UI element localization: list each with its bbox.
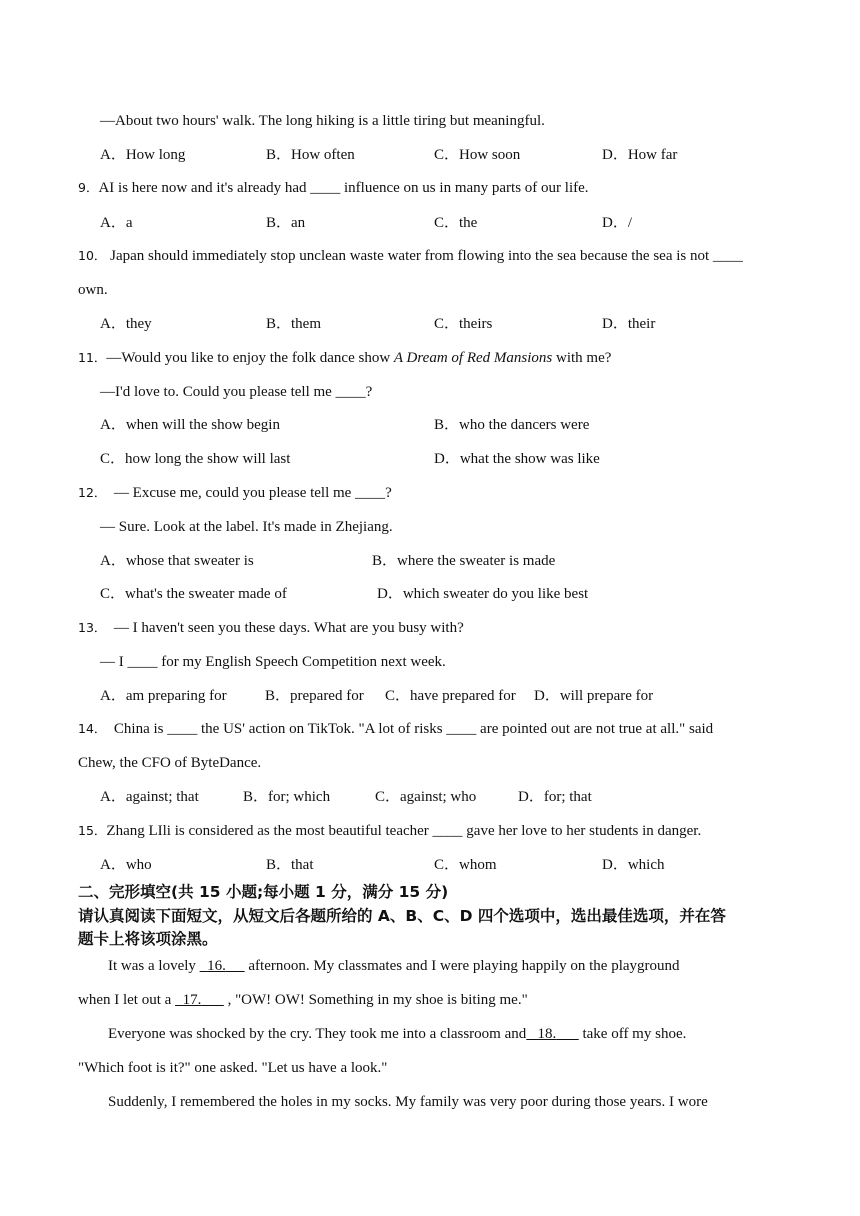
q13-stem: — I haven't seen you these days. What are you busy with?	[113, 620, 464, 636]
q15-stem-line	[78, 821, 701, 841]
q10-option-d: D．their	[602, 316, 656, 332]
passage-text: , "OW! OW! Something in my shoe is biting me."	[223, 992, 528, 1008]
q14-option-d: D．for; that	[518, 789, 592, 805]
q8-option-b: B．How often	[266, 147, 355, 163]
q15-number: 15．	[78, 823, 107, 838]
blank-17-number: 17.	[182, 992, 202, 1008]
q15-option-a: A．who	[100, 857, 152, 873]
q14-stem-continued: Chew, the CFO of ByteDance.	[78, 755, 262, 771]
q8-option-a: A．How long	[100, 147, 186, 163]
q11-stem-pre: —Would you like to enjoy the folk dance show	[106, 350, 394, 366]
q14-stem: China is ____ the US' action on TikTok. "A lot of risks ____ are pointed out are not true at all." said	[113, 721, 714, 737]
section2-instruction-1: 请认真阅读下面短文，从短文后各题所给的 A、B、C、D 四个选项中，选出最佳选项，并在答	[78, 907, 726, 925]
q9-option-a: A．a	[100, 215, 133, 231]
blank-18-number: 18.	[537, 1026, 557, 1042]
q10-stem-line	[78, 246, 743, 266]
q15-option-b: B．that	[266, 857, 314, 873]
passage-text: when I let out a	[78, 992, 176, 1008]
q10-option-a: A．they	[100, 316, 152, 332]
section2-instruction-2: 题卡上将该项涂黑。	[78, 930, 218, 948]
passage-text: Everyone was shocked by the cry. They took me into a classroom and	[108, 1026, 527, 1042]
q14-option-a: A．against; that	[100, 789, 199, 805]
passage-text: take off my shoe.	[578, 1026, 687, 1042]
q9-option-b: B．an	[266, 215, 306, 231]
q12-option-b: B．where the sweater is made	[372, 553, 556, 569]
q11-number: 11．	[78, 350, 107, 365]
q10-option-b: B．them	[266, 316, 321, 332]
q13-option-b: B．prepared for	[265, 688, 364, 704]
q10-number: 10．	[78, 248, 107, 263]
q8-answer-line: —About two hours' walk. The long hiking is a little tiring but meaningful.	[100, 113, 545, 129]
q8-option-d: D．How far	[602, 147, 678, 163]
q11-option-a: A．when will the show begin	[100, 417, 280, 433]
q13-option-d: D．will prepare for	[534, 688, 654, 704]
q12-option-a: A．whose that sweater is	[100, 553, 254, 569]
q11-line2: —I'd love to. Could you please tell me ____?	[100, 384, 373, 400]
q13-line2: — I ____ for my English Speech Competition next week.	[100, 654, 446, 670]
q14-stem-line	[78, 719, 713, 739]
q10-stem-continued: own.	[78, 282, 108, 298]
q11-show-title: A Dream of Red Mansions	[393, 350, 553, 366]
blank-17	[175, 992, 224, 1008]
q11-stem-line	[78, 348, 611, 368]
blank-16-number: 16.	[207, 958, 226, 974]
q9-number: 9．	[78, 180, 99, 195]
q12-option-c: C．what's the sweater made of	[100, 586, 287, 602]
q13-option-c: C．have prepared for	[385, 688, 516, 704]
q14-option-b: B．for; which	[243, 789, 331, 805]
q12-stem-line	[78, 483, 392, 503]
q13-stem-line	[78, 618, 464, 638]
q12-option-d: D．which sweater do you like best	[377, 586, 589, 602]
q15-option-d: D．which	[602, 857, 665, 873]
q8-option-c: C．How soon	[434, 147, 521, 163]
q14-option-c: C．against; who	[375, 789, 477, 805]
passage-line-5: Suddenly, I remembered the holes in my socks. My family was very poor during those years. I wore	[108, 1094, 708, 1110]
passage-text: It was a lovely	[108, 958, 200, 974]
q12-number: 12．	[78, 485, 107, 500]
q9-option-d: D．/	[602, 215, 633, 231]
q11-option-c: C．how long the show will last	[100, 451, 291, 467]
q13-option-a: A．am preparing for	[100, 688, 227, 704]
q9-option-c: C．the	[434, 215, 478, 231]
q9-stem-line	[78, 178, 589, 198]
q11-stem-post: with me?	[552, 350, 612, 366]
q15-option-c: C．whom	[434, 857, 497, 873]
q11-option-b: B．who the dancers were	[434, 417, 590, 433]
passage-line-1	[108, 956, 680, 976]
passage-line-3	[108, 1024, 686, 1044]
blank-16	[200, 958, 245, 974]
passage-text: afternoon. My classmates and I were playing happily on the playground	[244, 958, 680, 974]
q11-option-d: D．what the show was like	[434, 451, 600, 467]
q15-stem: Zhang LIli is considered as the most beautiful teacher ____ gave her love to her students in danger.	[106, 823, 702, 839]
q14-number: 14．	[78, 721, 107, 736]
passage-line-2	[78, 990, 528, 1010]
q12-line2: — Sure. Look at the label. It's made in Zhejiang.	[100, 519, 393, 535]
q13-number: 13．	[78, 620, 107, 635]
q10-stem: Japan should immediately stop unclean waste water from flowing into the sea because the sea is not ____	[110, 248, 743, 264]
q12-stem: — Excuse me, could you please tell me ____?	[113, 485, 392, 501]
section2-title: 二、完形填空(共 15 小题;每小题 1 分，满分 15 分)	[78, 883, 449, 901]
q10-option-c: C．theirs	[434, 316, 493, 332]
q9-stem: AI is here now and it's already had ____ influence on us in many parts of our life.	[98, 180, 589, 196]
blank-18	[526, 1026, 579, 1042]
passage-line-4: "Which foot is it?" one asked. "Let us have a look."	[78, 1060, 388, 1076]
